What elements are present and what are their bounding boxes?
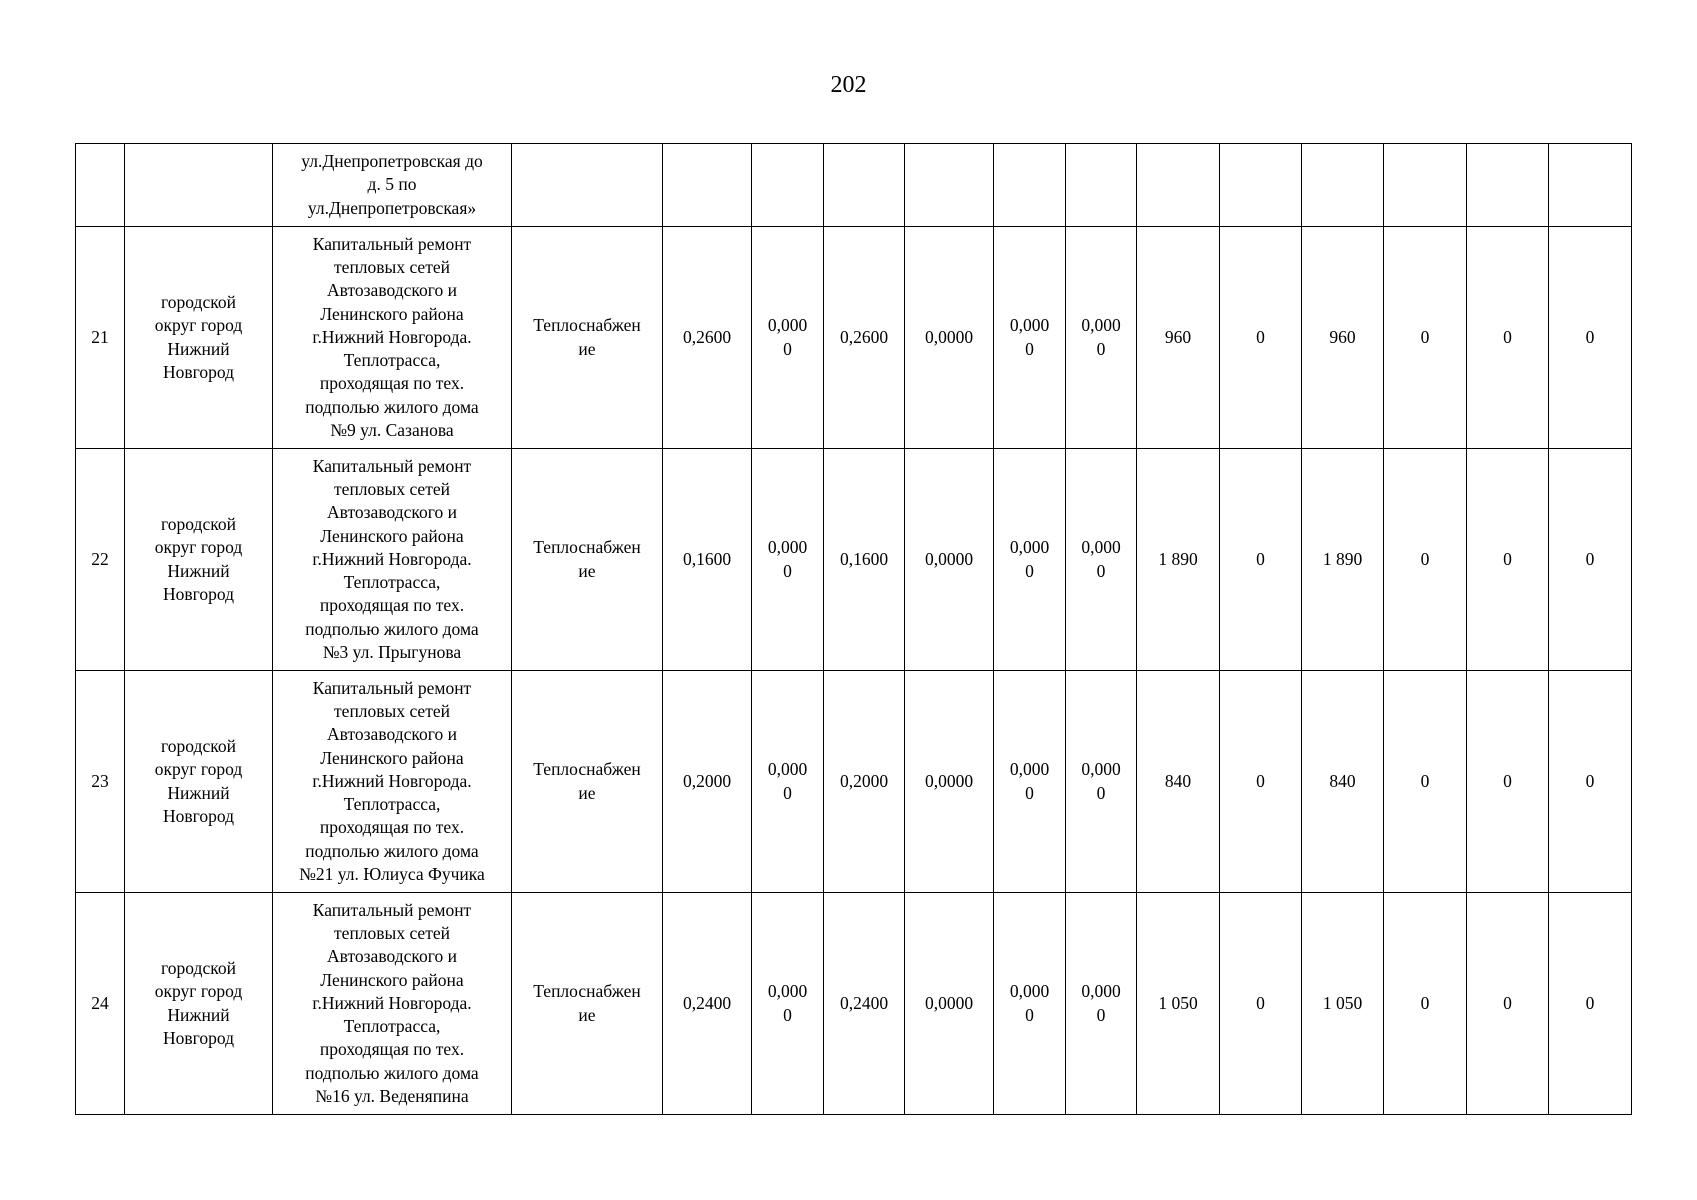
cell-value-3: 0,2000 <box>824 671 905 893</box>
cell-amount-5 <box>1467 144 1549 227</box>
cell-value-3: 0,2400 <box>824 893 905 1115</box>
cell-amount-1: 1 050 <box>1137 893 1220 1115</box>
cell-row-number: 24 <box>76 893 125 1115</box>
cell-amount-4 <box>1384 144 1467 227</box>
cell-amount-1 <box>1137 144 1220 227</box>
cell-amount-3: 1 050 <box>1302 893 1384 1115</box>
cell-amount-2: 0 <box>1220 449 1302 671</box>
cell-amount-3: 1 890 <box>1302 449 1384 671</box>
cell-value-5: 0,000 0 <box>994 449 1066 671</box>
cell-amount-2: 0 <box>1220 893 1302 1115</box>
cell-municipality <box>125 144 273 227</box>
cell-amount-1: 840 <box>1137 671 1220 893</box>
cell-sector: Теплоснабжен ие <box>512 449 663 671</box>
page-number: 202 <box>830 72 867 98</box>
table-row <box>76 227 1632 449</box>
cell-amount-3 <box>1302 144 1384 227</box>
cell-value-1: 0,2600 <box>663 227 752 449</box>
cell-amount-6: 0 <box>1549 671 1632 893</box>
cell-project-name: ул.Днепропетровская до д. 5 по ул.Днепропетровская» <box>273 144 512 227</box>
cell-value-2: 0,000 0 <box>752 449 824 671</box>
cell-amount-2: 0 <box>1220 671 1302 893</box>
cell-amount-6: 0 <box>1549 893 1632 1115</box>
cell-value-1: 0,2400 <box>663 893 752 1115</box>
cell-value-3 <box>824 144 905 227</box>
cell-value-2 <box>752 144 824 227</box>
cell-value-3: 0,1600 <box>824 449 905 671</box>
cell-project-name: Капитальный ремонт тепловых сетей Автозаводского и Ленинского района г.Нижний Новгорода. Теплотрасса, проходящая по тех. подполью жилого дома №16 ул. Веденяпина <box>273 893 512 1115</box>
cell-municipality: городской округ город Нижний Новгород <box>125 893 273 1115</box>
cell-value-6: 0,000 0 <box>1066 893 1137 1115</box>
cell-amount-5: 0 <box>1467 893 1549 1115</box>
cell-value-4: 0,0000 <box>905 449 994 671</box>
cell-value-4: 0,0000 <box>905 893 994 1115</box>
cell-value-5: 0,000 0 <box>994 671 1066 893</box>
cell-amount-1: 1 890 <box>1137 449 1220 671</box>
cell-amount-3: 960 <box>1302 227 1384 449</box>
cell-project-name: Капитальный ремонт тепловых сетей Автозаводского и Ленинского района г.Нижний Новгорода. Теплотрасса, проходящая по тех. подполью жилого дома №3 ул. Прыгунова <box>273 449 512 671</box>
cell-value-6: 0,000 0 <box>1066 227 1137 449</box>
cell-sector: Теплоснабжен ие <box>512 893 663 1115</box>
projects-table <box>75 143 1632 1115</box>
cell-value-1: 0,1600 <box>663 449 752 671</box>
cell-amount-3: 840 <box>1302 671 1384 893</box>
cell-amount-6: 0 <box>1549 227 1632 449</box>
cell-value-6 <box>1066 144 1137 227</box>
cell-amount-6: 0 <box>1549 449 1632 671</box>
cell-row-number: 21 <box>76 227 125 449</box>
cell-amount-4: 0 <box>1384 449 1467 671</box>
cell-amount-5: 0 <box>1467 671 1549 893</box>
cell-value-5 <box>994 144 1066 227</box>
cell-value-6: 0,000 0 <box>1066 449 1137 671</box>
cell-project-name: Капитальный ремонт тепловых сетей Автозаводского и Ленинского района г.Нижний Новгорода. Теплотрасса, проходящая по тех. подполью жилого дома №21 ул. Юлиуса Фучика <box>273 671 512 893</box>
cell-value-1: 0,2000 <box>663 671 752 893</box>
cell-value-1 <box>663 144 752 227</box>
table-row <box>76 449 1632 671</box>
cell-municipality: городской округ город Нижний Новгород <box>125 671 273 893</box>
cell-amount-5: 0 <box>1467 227 1549 449</box>
table-row <box>76 671 1632 893</box>
cell-value-2: 0,000 0 <box>752 893 824 1115</box>
table-row <box>76 893 1632 1115</box>
cell-amount-4: 0 <box>1384 671 1467 893</box>
cell-sector <box>512 144 663 227</box>
cell-amount-6 <box>1549 144 1632 227</box>
cell-sector: Теплоснабжен ие <box>512 671 663 893</box>
cell-row-number: 23 <box>76 671 125 893</box>
cell-value-5: 0,000 0 <box>994 893 1066 1115</box>
cell-value-2: 0,000 0 <box>752 227 824 449</box>
cell-amount-5: 0 <box>1467 449 1549 671</box>
cell-amount-4: 0 <box>1384 227 1467 449</box>
cell-value-5: 0,000 0 <box>994 227 1066 449</box>
cell-row-number: 22 <box>76 449 125 671</box>
cell-project-name: Капитальный ремонт тепловых сетей Автозаводского и Ленинского района г.Нижний Новгорода. Теплотрасса, проходящая по тех. подполью жилого дома №9 ул. Сазанова <box>273 227 512 449</box>
cell-amount-4: 0 <box>1384 893 1467 1115</box>
cell-value-4: 0,0000 <box>905 227 994 449</box>
cell-municipality: городской округ город Нижний Новгород <box>125 227 273 449</box>
table-body <box>76 144 1632 1115</box>
table-row <box>76 144 1632 227</box>
cell-value-6: 0,000 0 <box>1066 671 1137 893</box>
cell-value-4 <box>905 144 994 227</box>
cell-value-2: 0,000 0 <box>752 671 824 893</box>
cell-municipality: городской округ город Нижний Новгород <box>125 449 273 671</box>
cell-value-4: 0,0000 <box>905 671 994 893</box>
cell-value-3: 0,2600 <box>824 227 905 449</box>
cell-row-number <box>76 144 125 227</box>
cell-amount-2 <box>1220 144 1302 227</box>
cell-amount-1: 960 <box>1137 227 1220 449</box>
cell-sector: Теплоснабжен ие <box>512 227 663 449</box>
cell-amount-2: 0 <box>1220 227 1302 449</box>
